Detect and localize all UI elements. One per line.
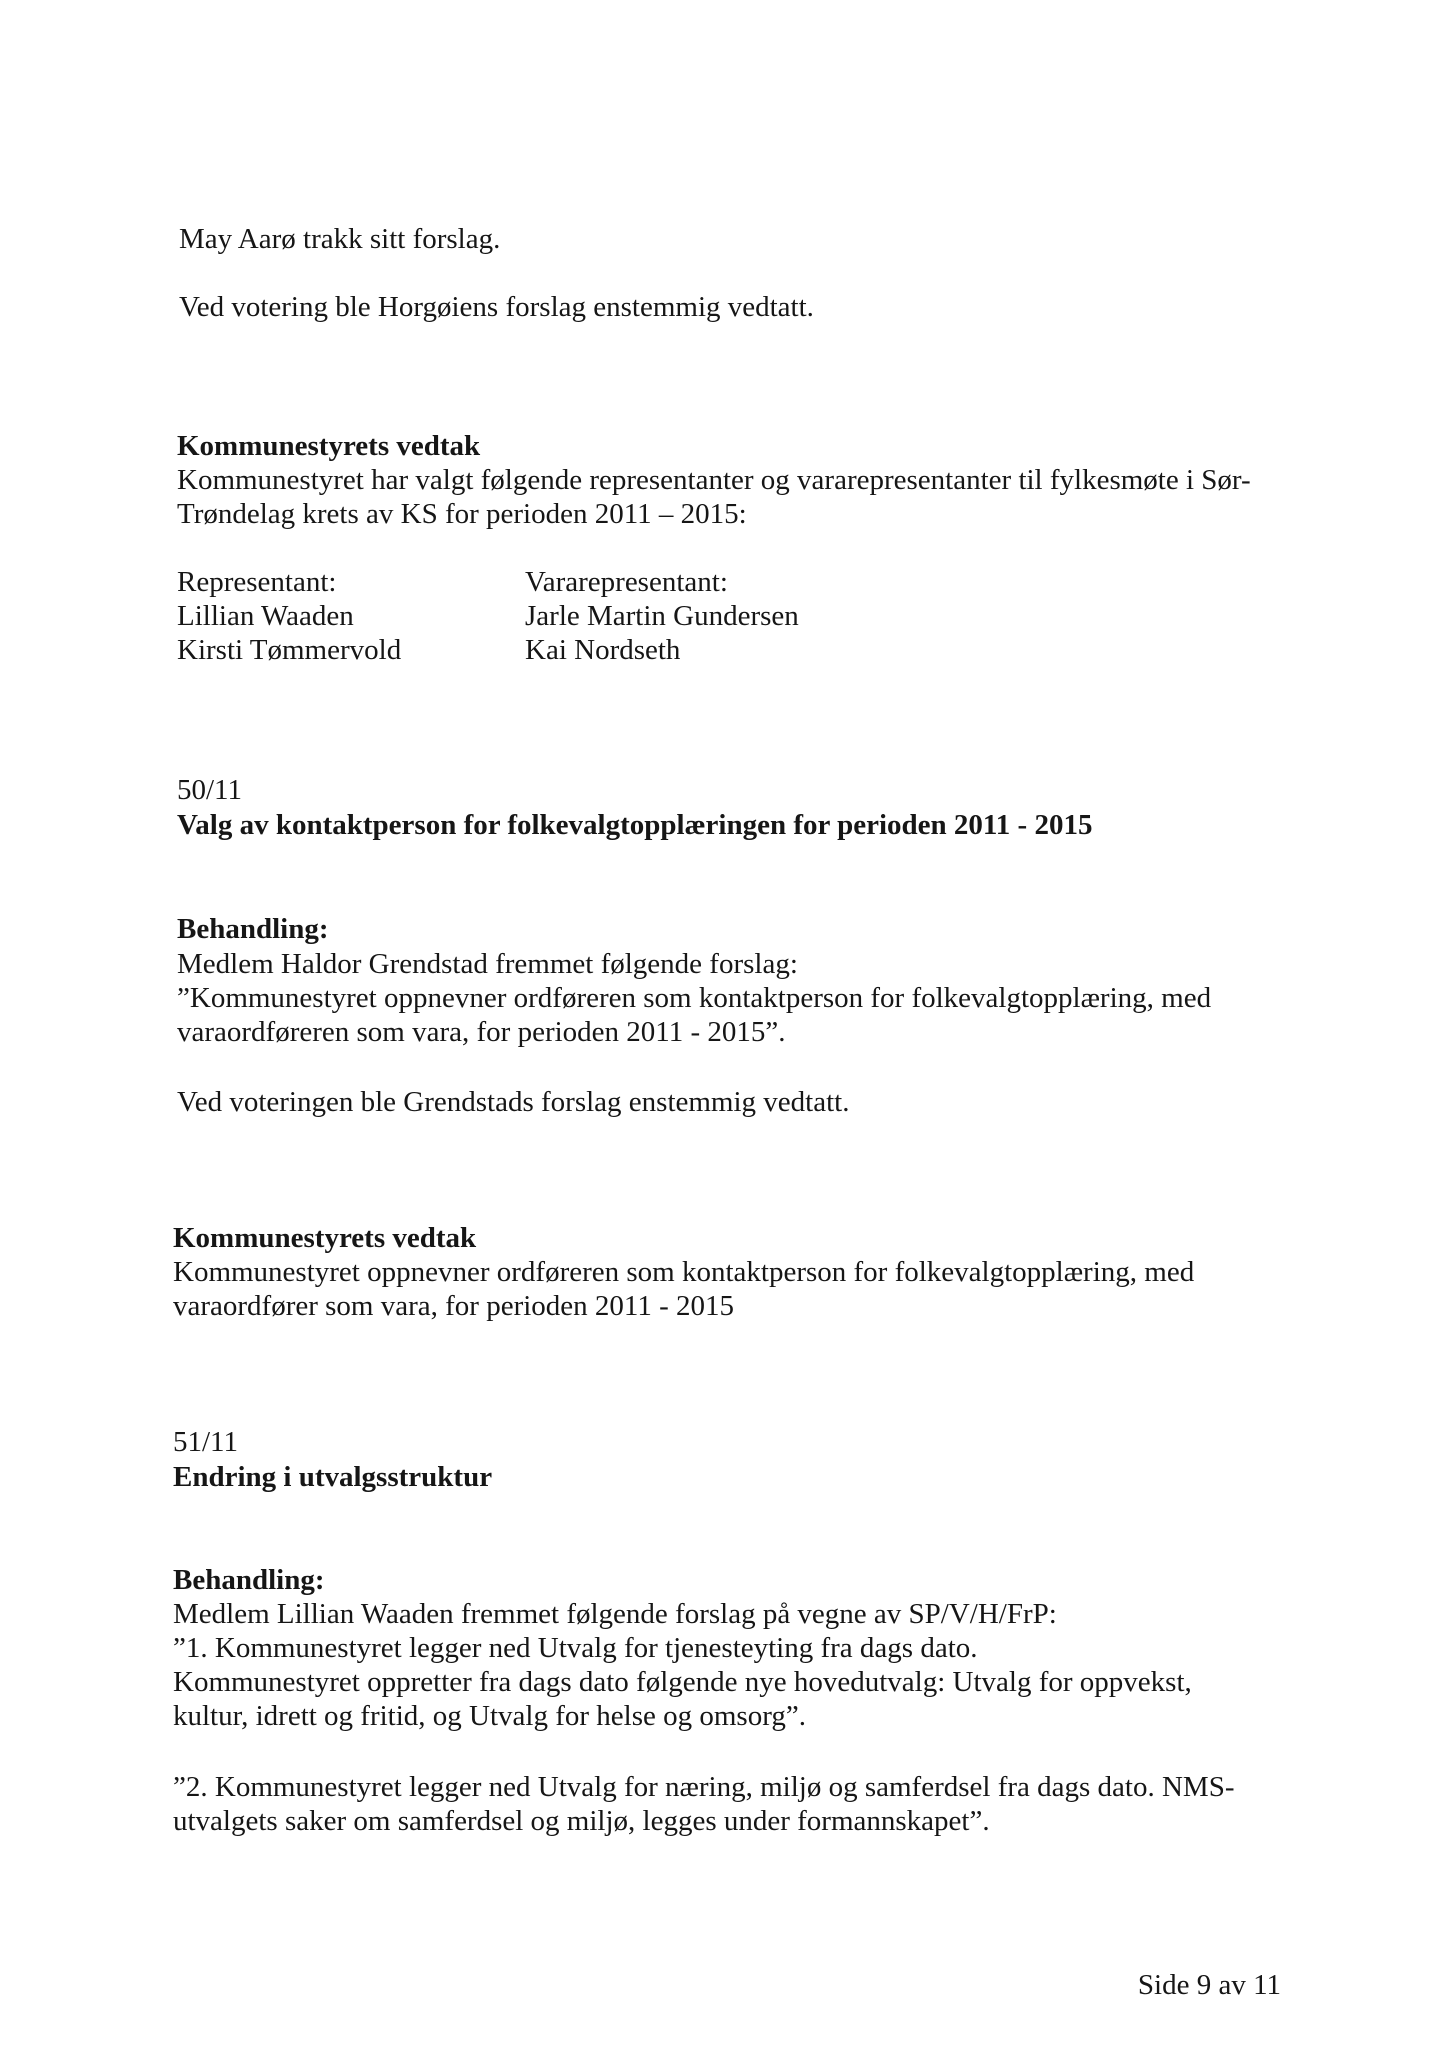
decision-text-line-1: Kommunestyret har valgt følgende representanter og vararepresentanter til fylkesmøte i Sør- xyxy=(177,464,1251,496)
vararepresentant-2: Kai Nordseth xyxy=(525,634,681,666)
vararepresentant-header: Vararepresentant: xyxy=(525,566,728,598)
case-50-decision-line-2: varaordfører som vara, for perioden 2011 - 2015 xyxy=(173,1290,734,1322)
vararepresentant-1: Jarle Martin Gundersen xyxy=(525,600,799,632)
decision-heading: Kommunestyrets vedtak xyxy=(177,430,481,462)
case-50-decision-line-1: Kommunestyret oppnevner ordføreren som kontaktperson for folkevalgtopplæring, med xyxy=(173,1256,1195,1288)
case-51-line-2: ”1. Kommunestyret legger ned Utvalg for tjenesteyting fra dags dato. xyxy=(173,1632,978,1664)
case-50-behandling-line-1: Medlem Haldor Grendstad fremmet følgende forslag: xyxy=(177,948,798,980)
case-51-behandling-heading: Behandling: xyxy=(173,1564,325,1596)
intro-line-1: May Aarø trakk sitt forslag. xyxy=(179,223,501,255)
case-51-line-3: Kommunestyret oppretter fra dags dato følgende nye hovedutvalg: Utvalg for oppvekst, xyxy=(173,1666,1192,1698)
case-50-number: 50/11 xyxy=(177,774,242,806)
case-50-title: Valg av kontaktperson for folkevalgtopplæringen for perioden 2011 - 2015 xyxy=(177,809,1093,841)
case-51-title: Endring i utvalgsstruktur xyxy=(173,1461,493,1493)
case-51-number: 51/11 xyxy=(173,1426,238,1458)
representant-1: Lillian Waaden xyxy=(177,600,354,632)
representant-2: Kirsti Tømmervold xyxy=(177,634,402,666)
case-50-vote: Ved voteringen ble Grendstads forslag enstemmig vedtatt. xyxy=(177,1086,850,1118)
page-number: Side 9 av 11 xyxy=(1137,1969,1281,2001)
case-50-behandling-heading: Behandling: xyxy=(177,913,329,945)
decision-text-line-2: Trøndelag krets av KS for perioden 2011 – 2015: xyxy=(177,498,747,530)
representant-header: Representant: xyxy=(177,566,337,598)
case-51-line-6: utvalgets saker om samferdsel og miljø, legges under formannskapet”. xyxy=(173,1805,990,1837)
case-51-line-4: kultur, idrett og fritid, og Utvalg for helse og omsorg”. xyxy=(173,1700,806,1732)
case-50-behandling-line-3: varaordføreren som vara, for perioden 2011 - 2015”. xyxy=(177,1016,786,1048)
case-51-line-1: Medlem Lillian Waaden fremmet følgende forslag på vegne av SP/V/H/FrP: xyxy=(173,1598,1057,1630)
case-51-line-5: ”2. Kommunestyret legger ned Utvalg for næring, miljø og samferdsel fra dags dato. NMS- xyxy=(173,1771,1235,1803)
intro-line-2: Ved votering ble Horgøiens forslag enstemmig vedtatt. xyxy=(179,291,814,323)
case-50-decision-heading: Kommunestyrets vedtak xyxy=(173,1222,477,1254)
case-50-behandling-line-2: ”Kommunestyret oppnevner ordføreren som kontaktperson for folkevalgtopplæring, med xyxy=(177,982,1212,1014)
